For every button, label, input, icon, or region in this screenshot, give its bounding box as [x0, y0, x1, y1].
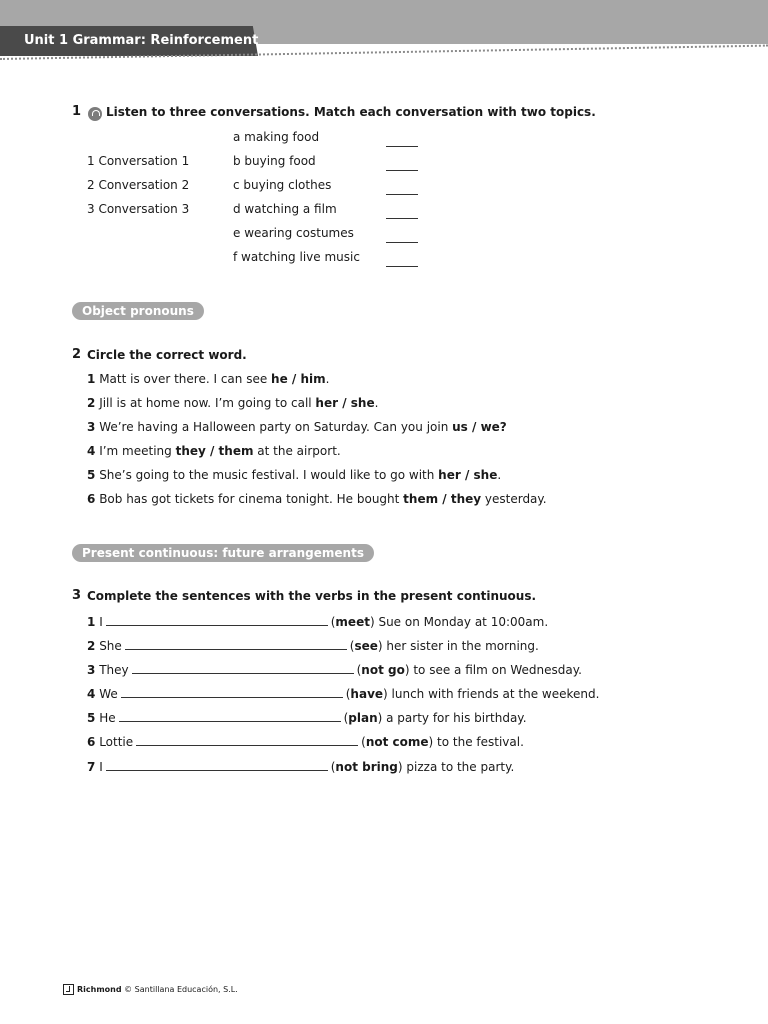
- answer-blank[interactable]: [386, 228, 418, 247]
- answer-line[interactable]: [119, 709, 341, 722]
- choice[interactable]: her / she: [315, 396, 375, 410]
- conversation-item: 3 Conversation 3: [87, 202, 190, 216]
- footer-copyright: © Santillana Educación, S.L.: [124, 985, 238, 994]
- answer-blank[interactable]: [386, 156, 418, 175]
- ex3-item: 6 Lottie (not come) to the festival.: [87, 735, 524, 749]
- section-label-present-continuous: Present continuous: future arrangements: [72, 544, 374, 562]
- answer-line[interactable]: [121, 685, 343, 698]
- ex3-number: 3: [72, 588, 82, 603]
- richmond-logo-icon: [63, 984, 74, 995]
- answer-line[interactable]: [125, 637, 347, 650]
- answer-line[interactable]: [106, 758, 328, 771]
- ex3-item: 4 We (have) lunch with friends at the weekend.: [87, 687, 600, 701]
- ex3-item: 5 He (plan) a party for his birthday.: [87, 711, 527, 725]
- page-title: Unit 1 Grammar: Reinforcement: [24, 33, 259, 48]
- topic-item: c buying clothes: [233, 178, 332, 192]
- ex2-item: 5 She’s going to the music festival. I would like to go with her / she.: [87, 468, 502, 482]
- answer-blank[interactable]: [386, 180, 418, 199]
- choice[interactable]: he / him: [271, 372, 326, 386]
- answer-blank[interactable]: [386, 252, 418, 271]
- ex2-number: 2: [72, 347, 82, 362]
- ex2-item: 3 We’re having a Halloween party on Saturday. Can you join us / we?: [87, 420, 507, 434]
- ex3-item: 3 They (not go) to see a film on Wednesday.: [87, 663, 582, 677]
- topic-item: b buying food: [233, 154, 316, 168]
- topic-item: e wearing costumes: [233, 226, 354, 240]
- footer: [63, 984, 238, 995]
- conversation-item: 2 Conversation 2: [87, 178, 190, 192]
- choice[interactable]: them / they: [403, 492, 482, 506]
- ex2-item: 6 Bob has got tickets for cinema tonight. He bought them / they yesterday.: [87, 492, 547, 506]
- ex3-item: 2 She (see) her sister in the morning.: [87, 639, 539, 653]
- ex3-item: 7 I (not bring) pizza to the party.: [87, 760, 515, 774]
- footer-brand: Richmond: [77, 985, 122, 994]
- ex2-item: 2 Jill is at home now. I’m going to call her / she.: [87, 396, 379, 410]
- topic-item: a making food: [233, 130, 320, 144]
- ex1-instruction: Listen to three conversations. Match each conversation with two topics.: [106, 105, 596, 119]
- answer-line[interactable]: [136, 733, 358, 746]
- ex3-item: 1 I (meet) Sue on Monday at 10:00am.: [87, 615, 549, 629]
- choice[interactable]: us / we?: [452, 420, 507, 434]
- ex2-item: 4 I’m meeting they / them at the airport.: [87, 444, 341, 458]
- ex2-item: 1 Matt is over there. I can see he / him.: [87, 372, 330, 386]
- answer-line[interactable]: [132, 661, 354, 674]
- ex2-instruction: Circle the correct word.: [87, 348, 247, 362]
- topic-item: d watching a film: [233, 202, 337, 216]
- answer-blank[interactable]: [386, 204, 418, 223]
- ex1-number: 1: [72, 104, 82, 119]
- answer-blank[interactable]: [386, 132, 418, 151]
- topic-item: f watching live music: [233, 250, 360, 264]
- answer-line[interactable]: [106, 613, 328, 626]
- headphones-icon[interactable]: [88, 107, 102, 121]
- choice[interactable]: her / she: [438, 468, 498, 482]
- conversation-item: 1 Conversation 1: [87, 154, 190, 168]
- ex3-instruction: Complete the sentences with the verbs in the present continuous.: [87, 589, 537, 603]
- choice[interactable]: they / them: [175, 444, 254, 458]
- section-label-object-pronouns: Object pronouns: [72, 302, 204, 320]
